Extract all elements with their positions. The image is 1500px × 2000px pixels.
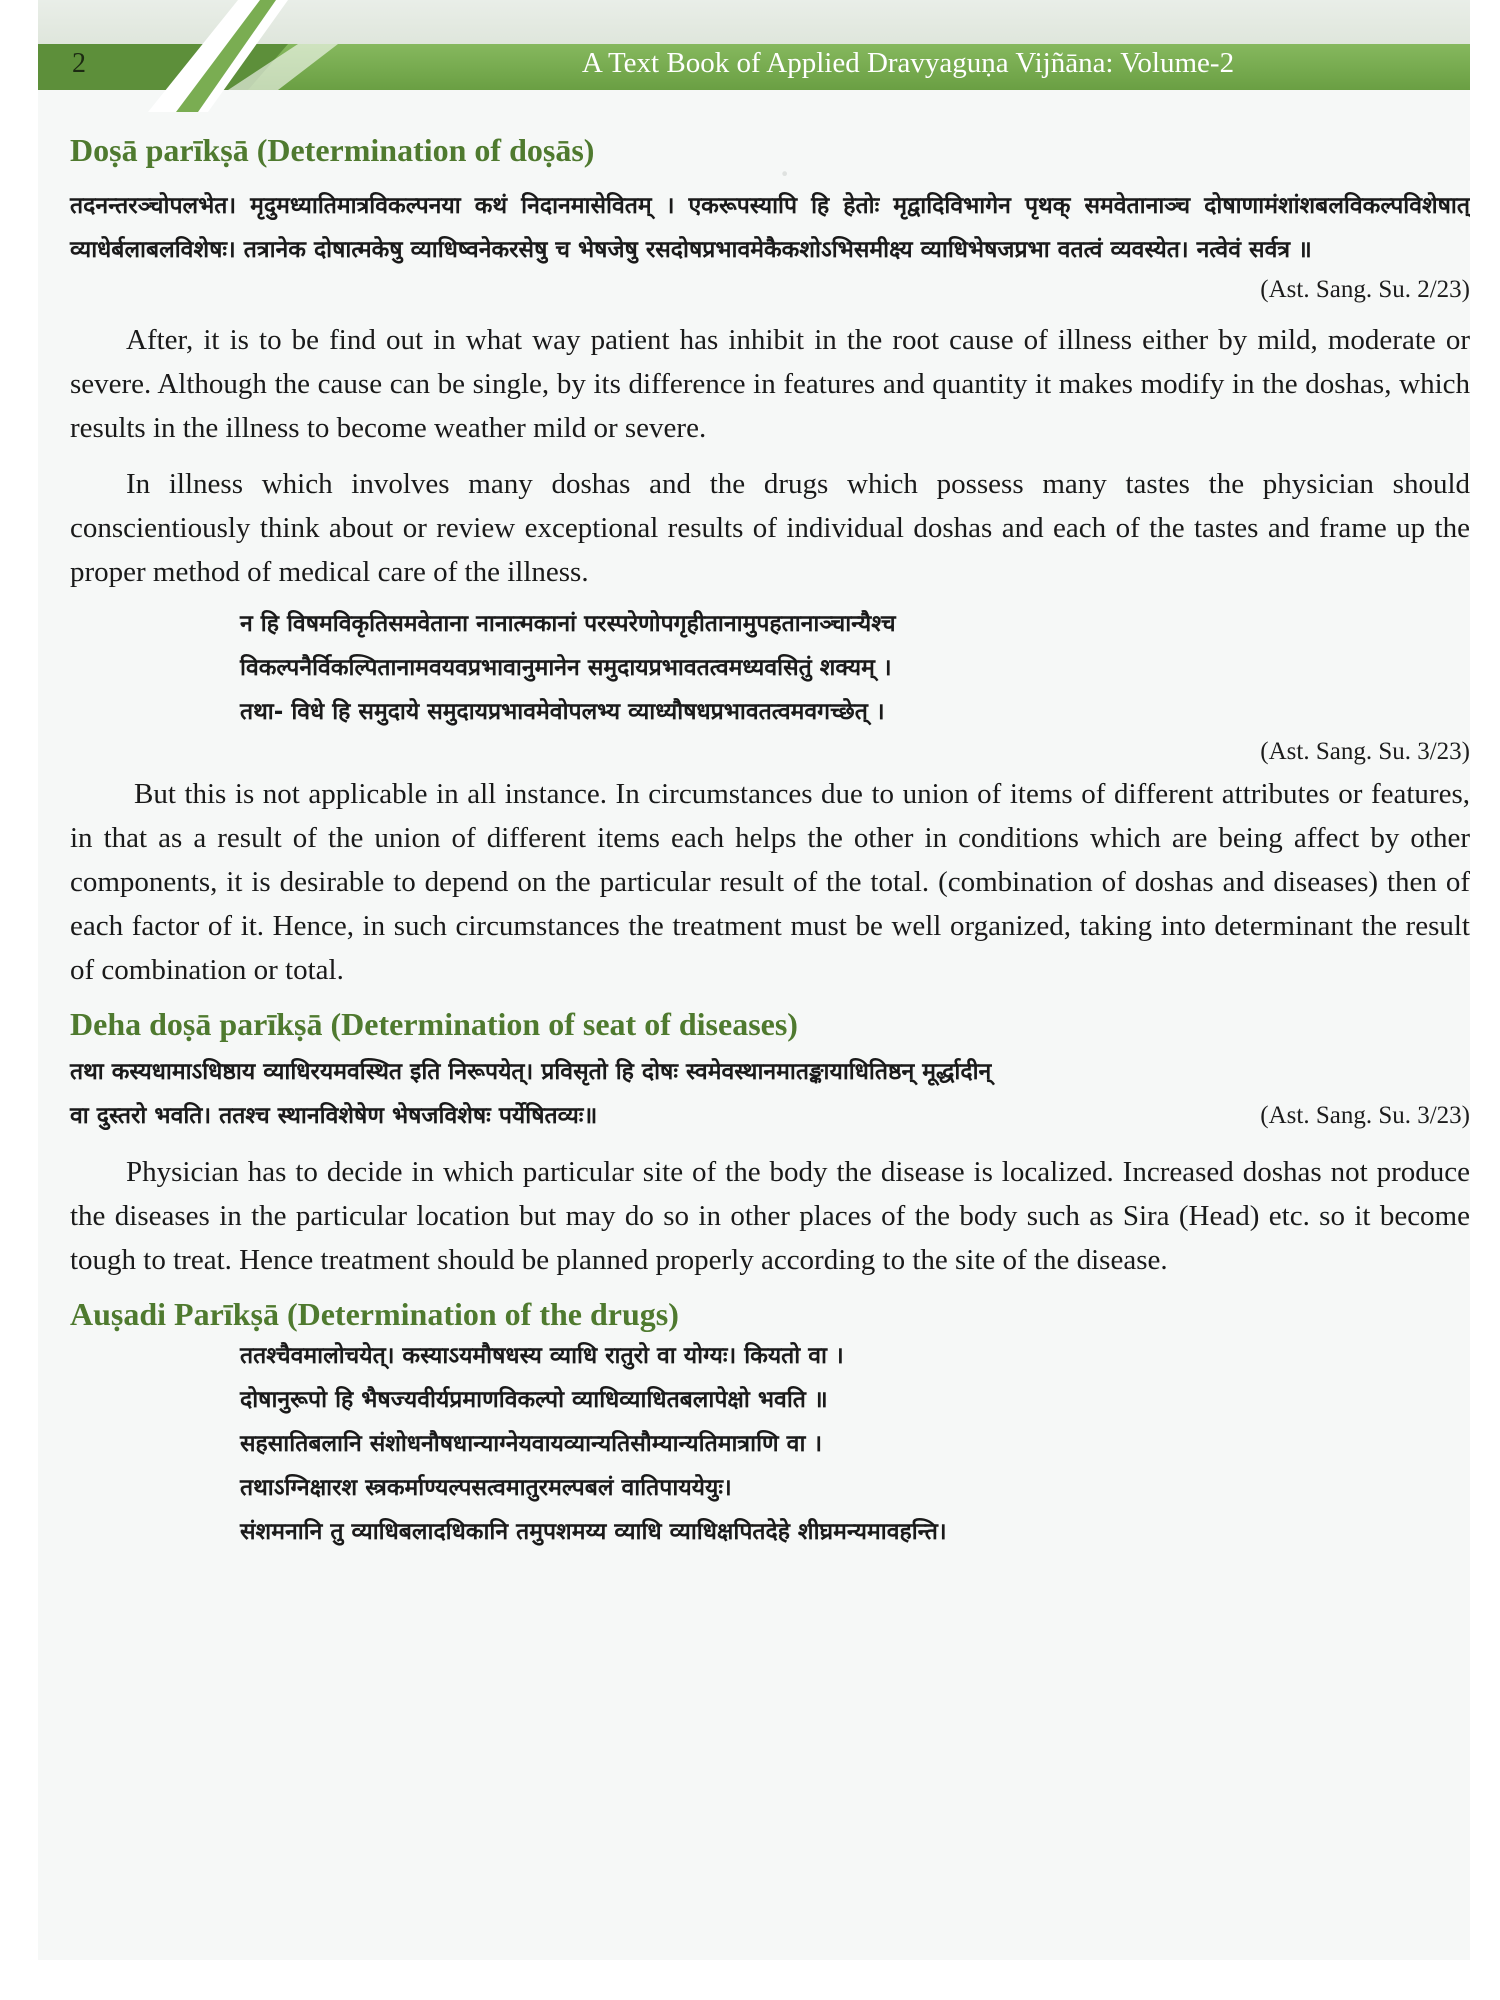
- paragraph: After, it is to be find out in what way patient has inhibit in the root cause of illness either by mild, moderate or severe. Although the cause can be single, by its difference in features and quantity it makes modify in the doshas, which results in the illness to become weather mild or severe.: [70, 324, 1470, 444]
- header-decoration: [38, 0, 458, 112]
- citation: (Ast. Sang. Su. 3/23): [1260, 1102, 1470, 1129]
- heading-dosa-pariksa: Doṣā parīkṣā (Determination of doṣās): [70, 132, 595, 168]
- verse-line: दोषानुरूपो हि भैषज्यवीर्यप्रमाणविकल्पो व्याधिव्याधितबलापेक्षो भवति ॥: [240, 1387, 828, 1413]
- heading-ausadi-pariksa: Auṣadi Parīkṣā (Determination of the drugs): [70, 1296, 679, 1332]
- verse-line: संशमनानि तु व्याधिबलादधिकानि तमुपशमय्य व्याधि व्याधिक्षपितदेहे शीघ्रमन्यमावहन्ति।: [240, 1519, 947, 1545]
- citation: (Ast. Sang. Su. 3/23): [1260, 738, 1470, 765]
- verse-line: ततश्चैवमालोचयेत्। कस्याऽयमौषधस्य व्याधि रातुरो वा योग्यः। कियतो वा ।: [240, 1343, 844, 1369]
- sanskrit-verse: [70, 1334, 1470, 1554]
- paragraph: But this is not applicable in all instance. In circumstances due to union of items of different attributes or features, in that as a result of the union of different items each helps the other in conditions which are being affect by other components, it is desirable to depend on the particular result of the total. (combination of doshas and diseases) then of each factor of it. Hence, in such circumstances the treatment must be well organized, taking into determinant the result of combination or total.: [70, 778, 1470, 986]
- verse-line: सहसातिबलानि संशोधनौषधान्याग्नेयवायव्यान्यतिसौम्यान्यतिमात्राणि वा ।: [240, 1431, 823, 1457]
- verse-line: तथा- विधे हि समुदाये समुदायप्रभावमेवोपलभ्य व्याध्यौषधप्रभावतत्वमवगच्छेत् ।: [240, 699, 885, 725]
- book-page: [38, 0, 1470, 1960]
- running-title: A Text Book of Applied Dravyaguṇa Vijñāna: Volume-2: [581, 47, 1235, 79]
- verse-line: न हि विषमविकृतिसमवेताना नानात्मकानां परस्परेणोपगृहीतानामुपहतानाञ्चान्यैश्च: [240, 611, 896, 637]
- paragraph: Physician has to decide in which particular site of the body the disease is localized. Increased doshas not produce the diseases in the particular location but may do so in other places of the body such as Sira (Head) etc. so it become tough to treat. Hence treatment should be planned properly according to the site of the disease.: [70, 1156, 1470, 1276]
- verse-line: विकल्पनैर्विकल्पितानामवयवप्रभावानुमानेन समुदायप्रभावतत्वमध्यवसितुं शक्यम् ।: [240, 655, 892, 681]
- page-content: [70, 130, 1470, 1554]
- sanskrit-passage: तदनन्तरञ्चोपलभेत। मृदुमध्यातिमात्रविकल्पनया कथं निदानमासेवितम् । एकरूपस्यापि हि हेतोः मृद्वादिविभागेन पृथक् समवेतानाञ्च दोषाणामंशांशबलविकल्पविशेषात् व्याधेर्बलाबलविशेषः। तत्रानेक दोषात्मकेषु व्याधिष्वनेकरसेषु च भेषजेषु रसदोषप्रभावमेकैकशोऽभिसमीक्ष्य व्याधिभेषजप्रभा वतत्वं व्यवस्येत। नत्वेवं सर्वत्र ॥: [70, 193, 1470, 263]
- verse-line: तथाऽग्निक्षारश स्त्रकर्माण्यल्पसत्वमातुरमल्पबलं वातिपाययेयुः।: [240, 1475, 732, 1501]
- bleed-through-text: ·: [778, 151, 792, 196]
- heading-deha-dosa-pariksa: Deha doṣā parīkṣā (Determination of seat of diseases): [70, 1006, 798, 1042]
- sanskrit-line: वा दुस्तरो भवति। ततश्च स्थानविशेषेण भेषजविशेषः पर्येषितव्यः॥: [70, 1103, 598, 1129]
- page-number: 2: [72, 48, 86, 79]
- sanskrit-verse: [70, 602, 1470, 734]
- sanskrit-passage: तथा कस्यधामाऽधिष्ठाय व्याधिरयमवस्थित इति निरूपयेत्। प्रविसृतो हि दोषः स्वमेवस्थानमातङ्कायाधितिष्ठन् मूर्द्धादीन्: [70, 1059, 992, 1085]
- paragraph: In illness which involves many doshas and the drugs which possess many tastes the physician should conscientiously think about or review exceptional results of individual doshas and each of the tastes and frame up the proper method of medical care of the illness.: [70, 468, 1470, 588]
- sanskrit-line-with-citation: [70, 1094, 1470, 1138]
- citation: (Ast. Sang. Su. 2/23): [1260, 276, 1470, 303]
